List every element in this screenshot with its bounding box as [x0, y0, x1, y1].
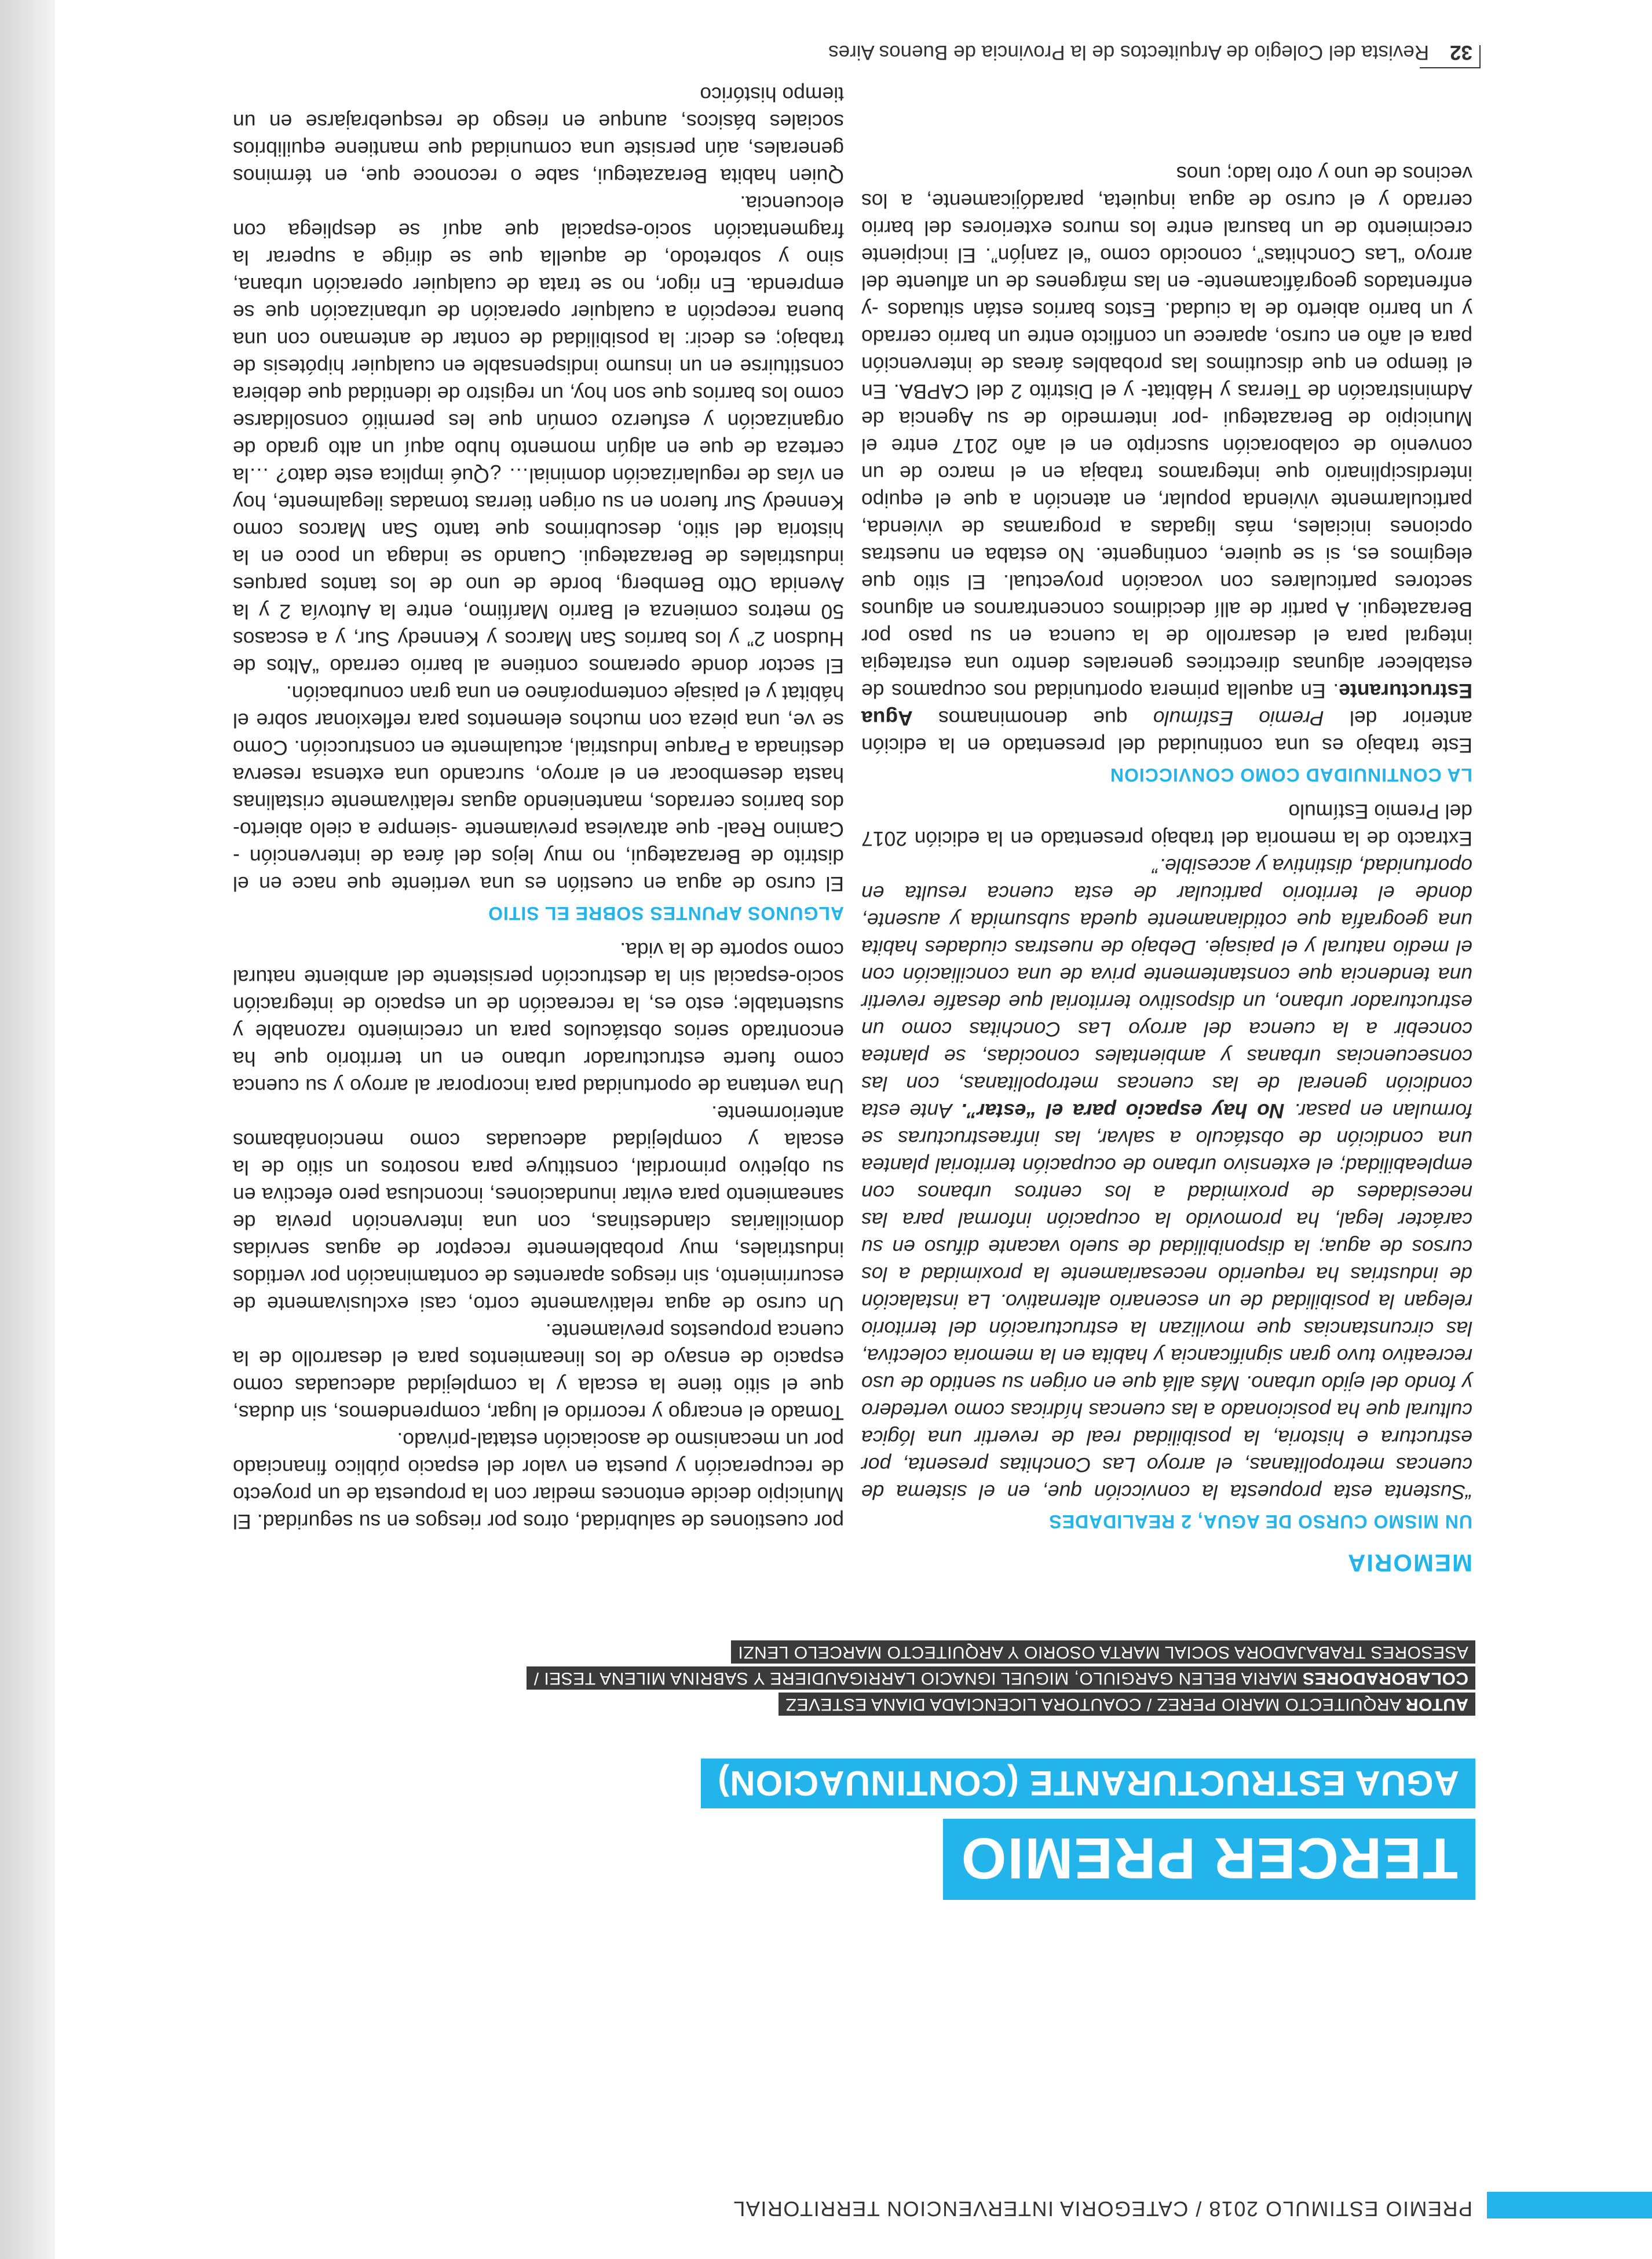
quote-source: Extracto de la memoria del trabajo presentado en la edición 2017 del Premio Estímulo [861, 800, 1472, 850]
quote-bold: No hay espacio para el “estar”. [960, 1099, 1285, 1123]
section-title-2: LA CONTINUIDAD COMO CONVICCION [1109, 765, 1472, 785]
memoria-heading: MEMORIA [1347, 1549, 1472, 1577]
magazine-page [53, 0, 1652, 2259]
credit-autor [779, 1693, 1475, 1716]
left-column [861, 160, 1472, 1535]
memoria-quote [861, 852, 1472, 1505]
paragraph-8: El sector donde operamos contiene al barrio cerrado “Altos de Hudson 2” y los barrios San Marcos y Kennedy Sur, y a escasos 50 metros comienza el Barrio Marítimo, entre la Autovía 2 y la Avenida Otto Bemberg, borde de uno de los tantos parques industriales de Berazategui. Cuando se indaga un poco en la historia del sitio, descubrimos que tanto San Marcos como Kennedy Sur fueron en su origen tierras tomadas ilegalmente, hoy en vías de regularización dominial… ¿Qué implica este dato? …la certeza de que en algún momento hubo aquí un alto grado de organización y esfuerzo común que les permitió consolidarse como los barrios que son hoy, un registro de identidad que debiera constituirse en un insumo indispensable en cualquier hipótesis de trabajo; es decir: la posibilidad de contar de antemano con una buena recepción a cualquier operación de urbanización que se emprenda. En rigor, no se trata de cualquier operación urbana, sino y sobretodo, de aquella que se dirige a superar la fragmentación socio-espacial que aquí se despliega con elocuencia. [233, 192, 844, 678]
paragraph-3: por cuestiones de salubridad, otros por riesgos en su seguridad. El Municipio decide entonces mediar con la propuesta de un proyecto de recuperación y puesta en valor del espacio público financiado por un mecanismo de asociación estatal-privado. [233, 1428, 844, 1533]
folio-tick [1479, 45, 1481, 68]
credit-autor-text: ARQUITECTO MARIO PEREZ / COAUTORA LICENCIADA DIANA ESTEVEZ [785, 1695, 1406, 1714]
page-number: 32 [1450, 41, 1472, 64]
folio-rule [1420, 67, 1481, 68]
credit-colab-label: COLABORADORES [1302, 1669, 1468, 1688]
paragraph-5: Un curso de agua relativamente corto, casi exclusivamente de escurrimiento, sin riesgos aparentes de contaminación por vertidos industriales, muy probablemente receptor de aguas servidas domiciliarias clandestinas, con una intervención previa de saneamiento para evitar inundaciones, inconclusa pero efectiva en su objetivo primordial, constituye para nosotros un sitio de la escala y complejidad adecuadas como mencionábamos anteriormente. [233, 1102, 844, 1315]
p2-bold: Agua Estructurante [861, 679, 1472, 730]
credit-asesores-text: ASESORES TRABAJADORA SOCIAL MARTA OSORIO Y ARQUITECTO MARCELO LENZI [737, 1643, 1468, 1662]
credit-colaboradores [527, 1666, 1475, 1690]
award-title: TERCER PREMIO [943, 1819, 1475, 1900]
scan-edge-shadow [0, 0, 55, 2259]
section-title-3: ALGUNOS APUNTES SOBRE EL SITIO [488, 903, 844, 924]
p2-text-b: . En aquella primera oportunidad nos ocupamos de establecer algunas directrices generales dentro una estrategia integral para el desarrollo de la cuenca en su paso por Berazategui. A partir de allí decidimos concentrarnos en algunos sectores particulares con vocación proyectual. El sitio que elegimos es, si se quiere, contingente. No estaba en nuestras opciones iniciales, más ligadas a programas de vivienda, particularmente vivienda popular, en atención a que el equipo interdisciplinario que integramos trabaja en el marco de un convenio de colaboración suscripto en el año 2017 entre el Municipio de Berazategui -por intermedio de su Agencia de Administración de Tierras y Hábitat- y el Distrito 2 del CAPBA. En el tiempo en que discutimos las probables áreas de intervención para el año en curso, aparece un conflicto entre un barrio cerrado y un barrio abierto de la ciudad. Estos barrios están situados -y enfrentados geográficamente- en las márgenes de un afluente del arroyo “Las Conchitas”, conocido como “el zanjón”. El incipiente crecimiento de un basural entre los muros exteriores del barrio cerrado y el curso de agua inquieta, paradójicamente, a los vecinos de uno y otro lado; unos [861, 162, 1472, 703]
paragraph-6: Una ventana de oportunidad para incorporar al arroyo y su cuenca como fuerte estructurador urbano en un territorio que ha encontrado serios obstáculos para un crecimiento razonable y sustentable; esto es, la recreación de un espacio de integración socio-espacial sin la destrucción persistente del ambiente natural como soporte de la vida. [233, 938, 844, 1098]
quote-part-2: Ante esta condición general de las cuencas metropolitanas, con las consecuencias urbanas y ambientales conocidas, se plantea concebir a la cuenca del arroyo Las Conchitas como un estructurador urbano, un dispositivo territorial que desafíe revertir una tendencia que constantemente priva de una conciliación con el medio natural y el paisaje. Debajo de nuestras ciudades habita una geografía que cotidianamente queda subsumida y ausente, donde el territorio particular de esta cuenca resulta en oportunidad, distintiva y accesible.” [861, 854, 1472, 1123]
credit-autor-label: AUTOR [1405, 1695, 1468, 1714]
project-title: AGUA ESTRUCTURANTE (CONTINUACION) [701, 1759, 1475, 1808]
category-header: PREMIO ESTIMULO 2018 / CATEGORIA INTERVENCION TERRITORIAL [732, 2197, 1472, 2221]
right-column [233, 81, 844, 1535]
p2-italic: Premio Estímulo [1153, 707, 1324, 730]
p2-text-a: Este trabajo es una continuidad del presentado en la edición anterior del [861, 707, 1472, 757]
category-accent-bar [1487, 2192, 1652, 2218]
credit-colab-text: MARIA BELEN GARGIULO, MIGUEL IGNACIO LARRIGAUDIERE Y SABRINA MILENA TESEI / [533, 1669, 1303, 1688]
paragraph-7: El curso de agua en cuestión es una vertiente que nace en el distrito de Berazategui, no muy lejos del área de intervención -Camino Real- que atraviesa previamente -siempre a cielo abierto- dos barrios cerrados, manteniendo aguas relativamente cristalinas hasta desembocar en el arroyo, surcando una extensa reserva destinada a Parque Industrial, actualmente en construcción. Como se ve, una pieza con muchos elementos para reflexionar sobre el hábitat y el paisaje contemporáneo en una gran conurbación. [233, 682, 844, 895]
section-title-1: UN MISMO CURSO DE AGUA, 2 REALIDADES [1048, 1511, 1472, 1532]
publication-name: Revista del Colegio de Arquitectos de la Provincia de Buenos Aires [828, 41, 1430, 64]
page-footer [828, 41, 1472, 64]
paragraph-4: Tomado el encargo y recorrido el lugar, comprendemos, sin dudas, que el sitio tiene la escala y la complejidad adecuadas como espacio de ensayo de los lineamientos para el desarrollo de la cuenca propuestos previamente. [233, 1319, 844, 1424]
p2-text-mid: que denominamos [912, 707, 1153, 730]
paragraph-9: Quien habita Berazategui, sabe o reconoce que, en términos generales, aún persiste una comunidad que mantiene equilibrios sociales básicos, aunque en riesgo de resquebrajarse en un tiempo histórico [233, 83, 844, 188]
paragraph-2 [861, 160, 1472, 759]
credit-asesores [731, 1640, 1475, 1664]
quote-part-1: “Sustenta esta propuesta la convicción que, en el sistema de cuencas metropolitanas, el arroyo Las Conchitas presenta, por estructura e historia, la posibilidad real de revertir una lógica cultural que ha posicionado a las cuencas hídricas como vertedero y fondo del ejido urbano. Más allá que en origen su sentido de uso recreativo tuvo gran significancia y habita en la memoria colectiva, las circunstancias que movilizan la estructuración del territorio relegan la posibilidad de un escenario alternativo. La instalación de industrias ha requerido necesariamente la proximidad a los cursos de agua; la disponibilidad de suelo vacante difuso en su carácter legal, ha promovido la ocupación informal para las necesidades de proximidad a los centros urbanos con empleabilidad; el extensivo urbano de ocupación territorial plantea una condición de obstáculo a salvar, las infraestructuras se formulan en pasar. [861, 1099, 1472, 1504]
